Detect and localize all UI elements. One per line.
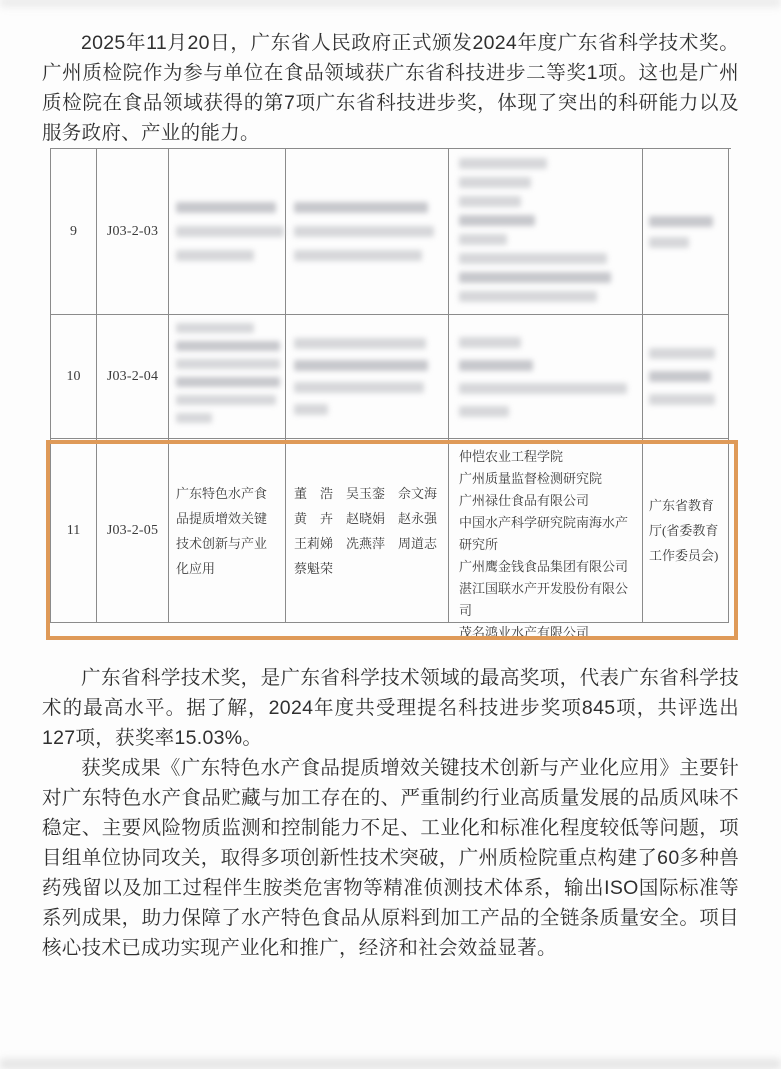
list-line: 湛江国联水产开发股份有限公司 — [459, 581, 629, 618]
table-row-9 — [51, 149, 731, 315]
intro-paragraph — [42, 28, 739, 148]
list-line: 仲恺农业工程学院 — [459, 449, 564, 464]
row9-dept-cell-redacted — [643, 149, 729, 315]
list-line: 中国水产科学研究院南海水产研究所 — [459, 515, 629, 552]
row11-names-cell — [286, 439, 449, 623]
list-line: 蔡魁荣 — [294, 560, 334, 576]
row11-dept-cell: 广东省教育厅(省委教育工作委员会) — [643, 439, 729, 623]
table-row-11-highlighted — [51, 439, 731, 640]
list-line: 广州质量监督检测研究院 — [459, 471, 603, 486]
row10-orgs-cell-redacted — [449, 315, 643, 439]
row11-orgs-cell — [449, 439, 643, 640]
list-line: 王莉娣 冼燕萍 周道志 — [294, 535, 438, 551]
row9-orgs-cell-redacted — [449, 149, 643, 315]
row9-names-cell-redacted — [286, 149, 449, 315]
row10-project-cell-redacted — [169, 315, 286, 439]
list-line: 董 浩 吴玉銮 佘文海 — [294, 485, 438, 501]
list-line: 广州鹰金钱食品集团有限公司 — [459, 559, 629, 574]
list-line: 黄 卉 赵晓娟 赵永强 — [294, 510, 438, 526]
award-table — [50, 148, 731, 640]
row10-names-cell-redacted — [286, 315, 449, 439]
award-overview-paragraph — [42, 663, 739, 753]
row10-dept-cell-redacted — [643, 315, 729, 439]
bottom-edge-blur-artifact — [0, 1059, 781, 1069]
top-edge-blur-artifact — [0, 0, 781, 7]
project-achievement-text: 获奖成果《广东特色水产食品提质增效关键技术创新与产业化应用》主要针对广东特色水产食品贮藏与加工存在的、严重制约行业高质量发展的品质风味不稳定、主要风险物质监测和控制能力不足、工业化和标准化程度较低等问题，项目组单位协同攻关，取得多项创新性技术突破，广州质检院重点构建了60多种兽药残留以及加工过程伴生胺类危害物等精准侦测技术体系，输出ISO国际标准等系列成果，助力保障了水产特色食品从原料到加工产品的全链条质量安全。项目核心技术已成功实现产业化和推广，经济和社会效益显著。 — [42, 757, 739, 959]
intro-paragraph-text: 2025年11月20日，广东省人民政府正式颁发2024年度广东省科学技术奖。广州质检院作为参与单位在食品领域获广东省科技进步二等奖1项。这也是广州质检院在食品领域获得的第7项广东省科技进步奖，体现了突出的科研能力以及服务政府、产业的能力。 — [42, 32, 739, 144]
list-line: 茂名鸿业水产有限公司 — [459, 625, 590, 640]
row10-code-cell: J03-2-04 — [97, 315, 169, 439]
project-achievement-paragraph — [42, 753, 739, 963]
table-row-10 — [51, 315, 731, 439]
row11-number-cell: 11 — [51, 439, 97, 623]
row11-code-cell: J03-2-05 — [97, 439, 169, 623]
row9-number-cell: 9 — [51, 149, 97, 315]
list-line: 广州禄仕食品有限公司 — [459, 493, 590, 508]
row9-project-cell-redacted — [169, 149, 286, 315]
award-overview-text: 广东省科学技术奖，是广东省科学技术领域的最高奖项，代表广东省科学技术的最高水平。据了解，2024年度共受理提名科技进步奖项845项，共评选出127项，获奖率15.03%。 — [42, 667, 739, 749]
row10-number-cell: 10 — [51, 315, 97, 439]
row9-code-cell: J03-2-03 — [97, 149, 169, 315]
row11-project-cell: 广东特色水产食品提质增效关键技术创新与产业化应用 — [169, 439, 286, 623]
